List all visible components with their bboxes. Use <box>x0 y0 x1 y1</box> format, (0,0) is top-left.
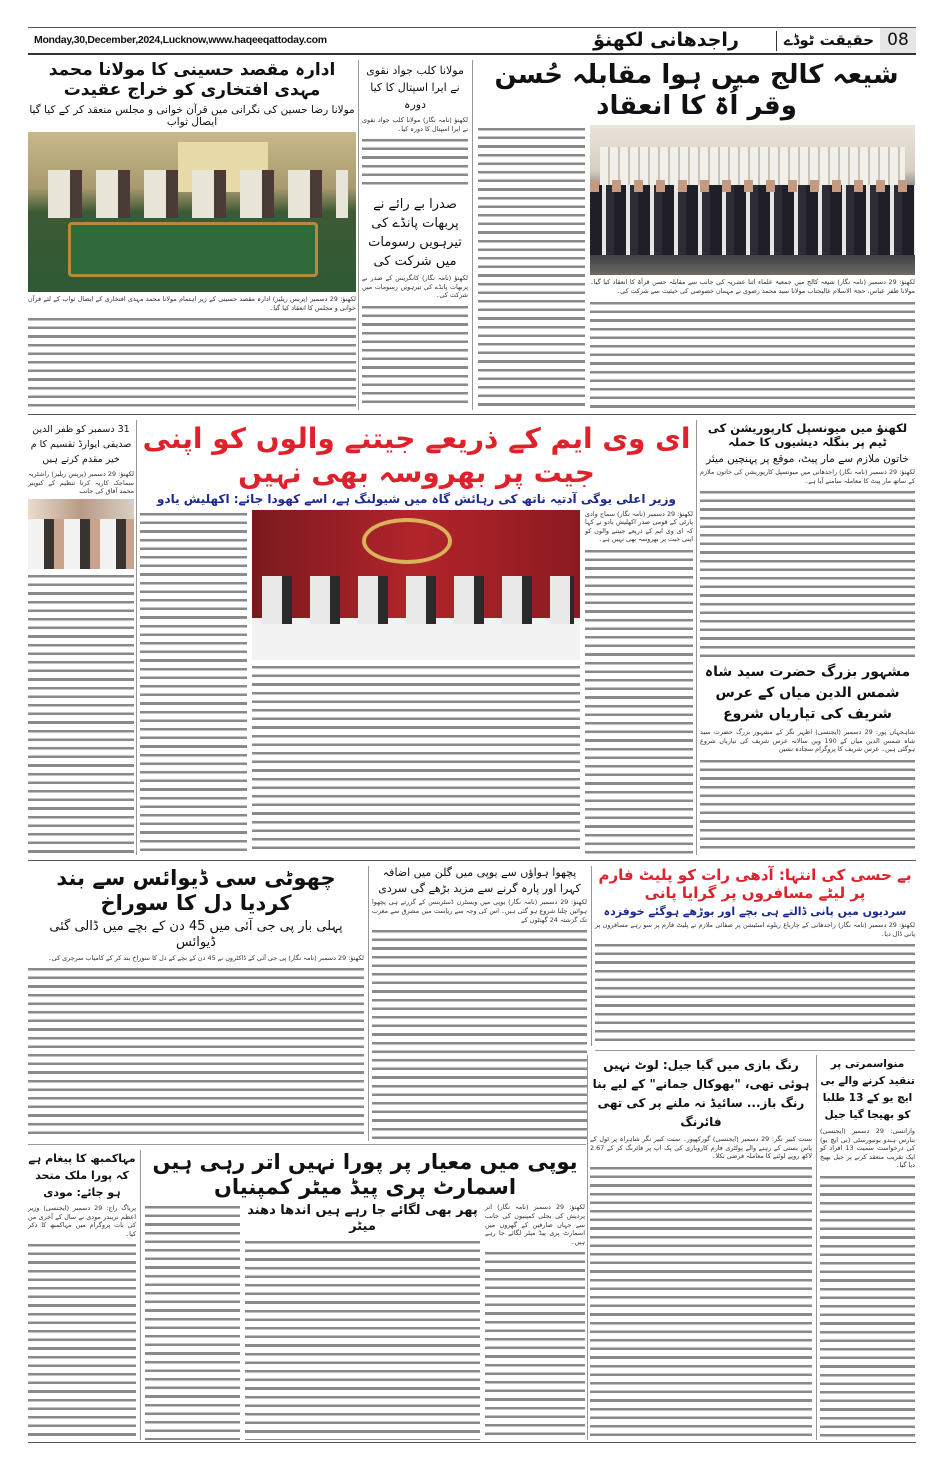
body-evm-c <box>252 663 580 854</box>
body-municipal: لکھنؤ: 29 دسمبر (نامہ نگار) راجدھانی میں میونسپل کارپوریشن کی خاتون ملازم کے ساتھ مار پیٹ کا معاملہ سامنے آیا ہے۔ <box>700 468 915 485</box>
story-firing <box>590 1056 812 1440</box>
subheadline-municipal: خاتون ملازم سے مار پیٹ، موقع پر پہنچیں میئر <box>706 452 909 465</box>
masthead-logo: حقیقت ٹوڈے <box>783 31 875 49</box>
body-pandey: لکھنؤ (نامہ نگار) کانگریس کے صدر نے پربھات پانڈے کی تیرہویں رسومات میں شرکت کی۔ <box>362 274 468 300</box>
body-text-lines <box>485 1249 585 1440</box>
headline-cold: پچھوا ہواؤں سے یوپی میں گلن میں اضافہ <box>382 866 577 879</box>
headline-kalbe-jawad: مولانا کلب جواد نقوی نے ایرا اسپتال کا کیا دورہ <box>366 64 464 111</box>
headline-heart: چھوٹی سی ڈیوائس سے بند کردیا دل کا سوراخ <box>56 866 336 916</box>
body-text-lines <box>585 547 693 854</box>
story-meter <box>145 1150 585 1440</box>
body-text-lines <box>700 757 915 854</box>
dateline: Monday,30,December,2024,Lucknow,www.haqeeqattoday.com <box>34 34 327 46</box>
headline-pandey: صدرا بے رائے نے پربھات پانڈے کی تیرہویں رسومات میں شرکت کی <box>368 197 462 269</box>
story-bhu <box>820 1056 915 1440</box>
story-pandey <box>362 195 468 408</box>
body-shia-college-cont <box>478 125 585 410</box>
body-text-lines <box>28 965 364 1140</box>
photo-press-conference <box>252 510 580 660</box>
page-number: 08 <box>880 28 916 53</box>
story-heart <box>28 866 364 1140</box>
story-evm <box>140 422 693 854</box>
body-text-lines <box>362 303 468 408</box>
headline-modi: مہاکمبھ کا پیغام ہے کہ پورا ملک متحد ہو جائے: مودی <box>28 1152 136 1199</box>
body-text-lines <box>28 1241 136 1440</box>
body-kalbe-jawad: لکھنؤ (نامہ نگار) مولانا کلب جواد نقوی نے ایرا اسپتال کا دورہ کیا۔ <box>362 116 468 133</box>
body-cold: لکھنؤ: 29 دسمبر (نامہ نگار) یوپی میں ویسٹرن ڈسٹربنس کے گزرتے ہی پچھوا ہوائیں چلنا شروع ہو گئی ہیں۔ اس کی وجہ سے ریاست میں مشرق سے مغرب تک گزشتہ 24 گھنٹوں کے <box>372 898 587 924</box>
photo-group-certificates <box>590 125 915 275</box>
body-train: لکھنؤ: 29 دسمبر (نامہ نگار) راجدھانی کے چارباغ ریلوے اسٹیشن پر صفائی ملازم نے پلیٹ فارم پر سو رہے مسافروں پر پانی ڈال دیا۔ <box>595 921 915 938</box>
story-kalbe-jawad <box>362 62 468 188</box>
body-meter-left <box>145 1203 240 1440</box>
headline-urs: مشہور بزرگ حضرت سید شاہ شمس الدین میاں کے عرس شریف کی تیاریاں شروع <box>704 664 911 722</box>
story-train <box>595 866 915 1046</box>
body-iftikhari: لکھنؤ: 29 دسمبر (پریس ریلیز) ادارہ مقصد حسینی کے زیر اہتمام مولانا محمد مہدی افتخاری کے ایصال ثواب کے لئے قرآن خوانی و مجلس کا انعقاد کیا گیا۔ <box>28 294 356 312</box>
body-meter-mid <box>245 1238 480 1440</box>
body-text-lines <box>362 136 468 188</box>
headline-firing: رنگ بازی میں گیا جیل: لوٹ نہیں ہوئی تھی، "بھوکال جمانے" کے لیے بنا رنگ باز... سائیڈ نہ ملنے پر کی تھی فائرنگ <box>592 1058 810 1129</box>
body-evm-b <box>140 510 247 854</box>
body-award <box>28 572 134 854</box>
headline-award: 31 دسمبر کو ظفر الدین صدیقی ایوارڈ تقسیم کا م خیر مقدم کرتے ہیں <box>30 424 132 465</box>
body-evm-a: لکھنؤ: 29 دسمبر (نامہ نگار) سماج وادی پارٹی کے قومی صدر اکھلیش یادو نے کہا کہ ای وی ایم کے ذریعے جیتنے والوں کو اپنی جیت پر بھروسہ بھی نہیں ہے۔ <box>585 509 693 544</box>
body-text-lines <box>28 315 356 410</box>
story-iftikhari <box>28 60 356 410</box>
headline-bhu: منواسمرتی پر تنقید کرنے والے بی ایچ یو کے 13 طلبا کو بھیجا گیا جیل <box>820 1058 915 1121</box>
subheadline-heart: پہلی بار پی جی آئی میں 45 دن کے بچے میں ڈالی گئی ڈیوائس <box>49 919 343 950</box>
body-text-lines <box>590 299 915 410</box>
body-modi: پریاگ راج: 29 دسمبر (ایجنسی) وزیر اعظم نریندر مودی نے سال کے آخری من کی بات پروگرام میں مہاکمبھ کا ذکر کیا۔ <box>28 1204 137 1238</box>
body-text-lines <box>590 1164 812 1440</box>
subheadline-evm: وزیر اعلی یوگی آدتیہ ناتھ کی رہائش گاہ میں شیولنگ ہے، اسے کھودا جائے: اکھلیش یادو <box>156 492 677 507</box>
body-text-lines <box>820 1173 915 1440</box>
story-shia-college <box>478 60 915 410</box>
headline-shia-college: شیعہ کالج میں ہوا مقابلہ حُسن وقر اُۃ کا انعقاد <box>494 60 899 122</box>
body-text-lines <box>700 488 915 658</box>
body-heart: لکھنؤ: 29 دسمبر (نامہ نگار) پی جی آئی کے ڈاکٹروں نے 45 دن کے بچے کے دل کا سوراخ بند کر کے کامیاب سرجری کی۔ <box>48 953 364 962</box>
headline-meter: یوپی میں معیار پر پورا نہیں اتر رہی ہیں اسمارٹ پری پیڈ میٹر کمپنیاں <box>152 1150 578 1200</box>
subheadline-meter: پھر بھی لگائے جا رہے ہیں اندھا دھند میٹر <box>247 1203 478 1234</box>
headline-evm: ای وی ایم کے ذریعے جیتنے والوں کو اپنی جیت پر بھروسہ بھی نہیں <box>142 422 691 489</box>
body-firing: سنت کبیر نگر: 29 دسمبر (ایجنسی) گورکھپور۔ سنت کبیر نگر شاہراہ پر ٹول کے پاس بستی کے رہنے والے پولٹری فارم کاروباری کی پک اپ پر فائرنگ کر کے 2.67 لاکھ روپے لوٹنے کا معاملہ فرضی نکلا۔ <box>590 1135 812 1161</box>
body-urs: شاہجہاں پور: 29 دسمبر (ایجنسی) اظہر نگر کے مشہور بزرگ حضرت سید شاہ شمس الدین میاں کے 190 ویں سالانہ عرس شریف کی تیاریاں شروع ہوگئی ہیں۔ عرس شریف کا پروگرام سجادہ نشین <box>700 728 915 754</box>
subheadline-iftikhari: مولانا رضا حسین کی نگرانی میں قرآن خوانی و مجلس منعقد کر کے کیا گیا ایصال ثواب <box>29 103 355 129</box>
story-award <box>28 422 134 854</box>
body-text-lines <box>595 941 915 1046</box>
subheadline-train: سردیوں میں پانی ڈالتے ہی بچے اور بوڑھے ہوگئے خوفزدہ <box>603 905 907 918</box>
headline-iftikhari: ادارہ مقصد حسینی کا مولانا محمد مہدی افتخاری کو خراج عقیدت <box>48 60 336 101</box>
body-award-lead: لکھنؤ: 29 دسمبر (پریس ریلیز) راشٹریہ سماجک کاریہ کرتا تنظیم کے کنوینر محمد آفاق کی جانب <box>28 470 134 496</box>
body-meter-right: لکھنؤ: 29 دسمبر (نامہ نگار) اتر پردیش کی بجلی کمپنیوں کی جانب سے جہاں صارفین کے گھروں میں اسمارٹ پری پیڈ میٹر لگائے جا رہے ہیں۔ <box>485 1203 585 1246</box>
story-municipal <box>700 422 915 658</box>
headline-train: بے حسی کی انتہا: آدھی رات کو پلیٹ فارم پر لیٹے مسافروں پر گرایا پانی <box>598 866 912 902</box>
section-name: راجدھانی لکھنؤ <box>593 29 739 51</box>
story-cold <box>372 866 587 1140</box>
story-modi <box>28 1150 136 1440</box>
body-bhu: وارانسی: 29 دسمبر (ایجنسی) بنارس ہندو یونیورسٹی (بی ایچ یو) کی درخواست سمیت 13 افراد کو ایک تقریب منعقد کرنے پر جیل بھیج دیا گیا۔ <box>820 1127 915 1170</box>
headline-municipal: لکھنؤ میں میونسپل کارپوریشن کی ٹیم پر بنگلہ دیشیوں کا حملہ <box>707 421 908 449</box>
photo-quran-khwani <box>28 132 356 292</box>
photo-award <box>28 499 134 569</box>
story-urs <box>700 662 915 854</box>
body-text-lines <box>372 927 587 1140</box>
subheadline-cold: کہرا اور پارہ گرنے سے مزید بڑھے گی سردی <box>378 882 581 896</box>
body-shia-college: لکھنؤ: 29 دسمبر (نامہ نگار) شیعہ کالج میں جمعیۃ علماء اثنا عشریہ کی جانب سے مقابلہ حسن قرأۃ کا انعقاد کیا گیا۔ مولانا ظفر عباس، حجۃ الاسلام عالیجناب مولانا سید محمد رضوی نے مہمان خصوصی کی حیثیت سے شرکت کی۔ <box>590 278 915 295</box>
